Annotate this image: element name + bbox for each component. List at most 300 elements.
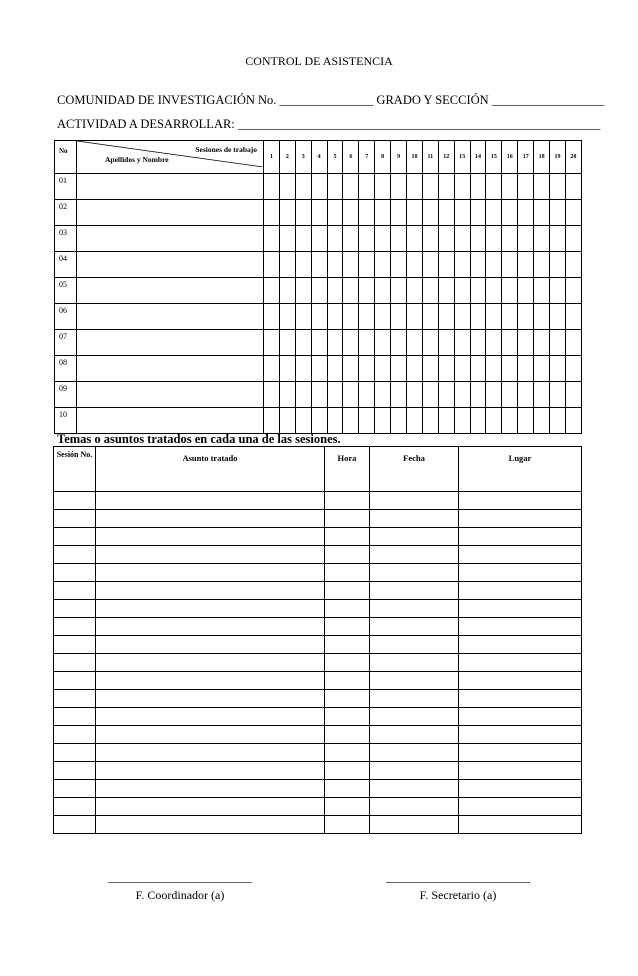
session-no-cell[interactable] [54, 564, 96, 582]
session-no-cell[interactable] [54, 528, 96, 546]
place-cell[interactable] [459, 582, 582, 600]
attendance-check-cell[interactable] [486, 252, 502, 278]
attendance-check-cell[interactable] [391, 356, 407, 382]
date-cell[interactable] [370, 798, 459, 816]
attendance-check-cell[interactable] [295, 252, 311, 278]
attendance-check-cell[interactable] [375, 278, 391, 304]
attendance-check-cell[interactable] [279, 330, 295, 356]
place-cell[interactable] [459, 654, 582, 672]
attendance-check-cell[interactable] [422, 304, 438, 330]
attendance-check-cell[interactable] [470, 356, 486, 382]
attendance-check-cell[interactable] [264, 408, 280, 434]
attendance-check-cell[interactable] [470, 226, 486, 252]
attendance-check-cell[interactable] [391, 252, 407, 278]
topic-cell[interactable] [96, 546, 325, 564]
date-cell[interactable] [370, 618, 459, 636]
place-cell[interactable] [459, 798, 582, 816]
attendance-check-cell[interactable] [565, 330, 581, 356]
attendance-check-cell[interactable] [295, 226, 311, 252]
time-cell[interactable] [325, 492, 370, 510]
attendance-check-cell[interactable] [454, 278, 470, 304]
attendance-check-cell[interactable] [311, 304, 327, 330]
attendance-check-cell[interactable] [470, 382, 486, 408]
attendance-check-cell[interactable] [343, 278, 359, 304]
topic-cell[interactable] [96, 582, 325, 600]
attendance-check-cell[interactable] [565, 304, 581, 330]
attendance-check-cell[interactable] [311, 174, 327, 200]
attendance-check-cell[interactable] [454, 304, 470, 330]
attendance-check-cell[interactable] [264, 278, 280, 304]
attendance-check-cell[interactable] [422, 382, 438, 408]
attendance-check-cell[interactable] [518, 330, 534, 356]
attendance-check-cell[interactable] [534, 200, 550, 226]
attendance-check-cell[interactable] [550, 174, 566, 200]
attendance-check-cell[interactable] [264, 200, 280, 226]
date-cell[interactable] [370, 672, 459, 690]
date-cell[interactable] [370, 744, 459, 762]
session-no-cell[interactable] [54, 672, 96, 690]
attendance-check-cell[interactable] [534, 356, 550, 382]
attendance-check-cell[interactable] [407, 174, 423, 200]
attendance-check-cell[interactable] [327, 174, 343, 200]
session-no-cell[interactable] [54, 762, 96, 780]
attendance-check-cell[interactable] [359, 304, 375, 330]
time-cell[interactable] [325, 690, 370, 708]
attendance-check-cell[interactable] [438, 174, 454, 200]
attendance-check-cell[interactable] [375, 408, 391, 434]
attendance-check-cell[interactable] [565, 382, 581, 408]
attendance-check-cell[interactable] [279, 200, 295, 226]
topic-cell[interactable] [96, 690, 325, 708]
place-cell[interactable] [459, 546, 582, 564]
name-cell[interactable] [77, 304, 264, 330]
session-no-cell[interactable] [54, 582, 96, 600]
date-cell[interactable] [370, 780, 459, 798]
time-cell[interactable] [325, 618, 370, 636]
date-cell[interactable] [370, 582, 459, 600]
attendance-check-cell[interactable] [279, 252, 295, 278]
attendance-check-cell[interactable] [311, 408, 327, 434]
place-cell[interactable] [459, 816, 582, 834]
session-no-cell[interactable] [54, 780, 96, 798]
name-cell[interactable] [77, 278, 264, 304]
time-cell[interactable] [325, 528, 370, 546]
attendance-check-cell[interactable] [295, 200, 311, 226]
place-cell[interactable] [459, 492, 582, 510]
date-cell[interactable] [370, 564, 459, 582]
name-cell[interactable] [77, 200, 264, 226]
attendance-check-cell[interactable] [327, 330, 343, 356]
attendance-check-cell[interactable] [438, 356, 454, 382]
attendance-check-cell[interactable] [438, 304, 454, 330]
attendance-check-cell[interactable] [565, 200, 581, 226]
time-cell[interactable] [325, 708, 370, 726]
attendance-check-cell[interactable] [359, 200, 375, 226]
attendance-check-cell[interactable] [454, 356, 470, 382]
attendance-check-cell[interactable] [470, 252, 486, 278]
attendance-check-cell[interactable] [343, 200, 359, 226]
attendance-check-cell[interactable] [486, 330, 502, 356]
attendance-check-cell[interactable] [311, 200, 327, 226]
place-cell[interactable] [459, 744, 582, 762]
place-cell[interactable] [459, 762, 582, 780]
place-cell[interactable] [459, 618, 582, 636]
attendance-check-cell[interactable] [534, 174, 550, 200]
attendance-check-cell[interactable] [486, 278, 502, 304]
name-cell[interactable] [77, 174, 264, 200]
attendance-check-cell[interactable] [264, 304, 280, 330]
attendance-check-cell[interactable] [565, 226, 581, 252]
attendance-check-cell[interactable] [375, 330, 391, 356]
attendance-check-cell[interactable] [375, 304, 391, 330]
attendance-check-cell[interactable] [565, 278, 581, 304]
attendance-check-cell[interactable] [264, 174, 280, 200]
attendance-check-cell[interactable] [422, 356, 438, 382]
attendance-check-cell[interactable] [407, 330, 423, 356]
topic-cell[interactable] [96, 780, 325, 798]
attendance-check-cell[interactable] [470, 174, 486, 200]
time-cell[interactable] [325, 762, 370, 780]
attendance-check-cell[interactable] [438, 278, 454, 304]
attendance-check-cell[interactable] [502, 200, 518, 226]
time-cell[interactable] [325, 582, 370, 600]
attendance-check-cell[interactable] [327, 356, 343, 382]
attendance-check-cell[interactable] [534, 278, 550, 304]
date-cell[interactable] [370, 762, 459, 780]
date-cell[interactable] [370, 726, 459, 744]
topic-cell[interactable] [96, 798, 325, 816]
attendance-check-cell[interactable] [486, 382, 502, 408]
attendance-check-cell[interactable] [486, 226, 502, 252]
attendance-check-cell[interactable] [279, 174, 295, 200]
topic-cell[interactable] [96, 618, 325, 636]
place-cell[interactable] [459, 600, 582, 618]
attendance-check-cell[interactable] [295, 382, 311, 408]
attendance-check-cell[interactable] [391, 382, 407, 408]
session-no-cell[interactable] [54, 690, 96, 708]
attendance-check-cell[interactable] [359, 356, 375, 382]
attendance-check-cell[interactable] [518, 408, 534, 434]
name-cell[interactable] [77, 252, 264, 278]
attendance-check-cell[interactable] [502, 382, 518, 408]
session-no-cell[interactable] [54, 726, 96, 744]
attendance-check-cell[interactable] [470, 304, 486, 330]
attendance-check-cell[interactable] [502, 252, 518, 278]
attendance-check-cell[interactable] [359, 252, 375, 278]
attendance-check-cell[interactable] [375, 356, 391, 382]
name-cell[interactable] [77, 382, 264, 408]
attendance-check-cell[interactable] [438, 330, 454, 356]
attendance-check-cell[interactable] [502, 330, 518, 356]
topic-cell[interactable] [96, 726, 325, 744]
attendance-check-cell[interactable] [534, 382, 550, 408]
topic-cell[interactable] [96, 636, 325, 654]
session-no-cell[interactable] [54, 546, 96, 564]
attendance-check-cell[interactable] [486, 200, 502, 226]
attendance-check-cell[interactable] [407, 382, 423, 408]
session-no-cell[interactable] [54, 510, 96, 528]
session-no-cell[interactable] [54, 708, 96, 726]
attendance-check-cell[interactable] [279, 356, 295, 382]
place-cell[interactable] [459, 726, 582, 744]
attendance-check-cell[interactable] [518, 200, 534, 226]
attendance-check-cell[interactable] [264, 382, 280, 408]
date-cell[interactable] [370, 816, 459, 834]
attendance-check-cell[interactable] [565, 174, 581, 200]
attendance-check-cell[interactable] [295, 330, 311, 356]
attendance-check-cell[interactable] [518, 382, 534, 408]
attendance-check-cell[interactable] [359, 408, 375, 434]
attendance-check-cell[interactable] [422, 200, 438, 226]
attendance-check-cell[interactable] [550, 252, 566, 278]
attendance-check-cell[interactable] [359, 174, 375, 200]
attendance-check-cell[interactable] [375, 382, 391, 408]
attendance-check-cell[interactable] [295, 174, 311, 200]
attendance-check-cell[interactable] [438, 252, 454, 278]
attendance-check-cell[interactable] [391, 278, 407, 304]
attendance-check-cell[interactable] [327, 278, 343, 304]
attendance-check-cell[interactable] [422, 252, 438, 278]
attendance-check-cell[interactable] [486, 408, 502, 434]
topic-cell[interactable] [96, 672, 325, 690]
attendance-check-cell[interactable] [550, 226, 566, 252]
time-cell[interactable] [325, 564, 370, 582]
time-cell[interactable] [325, 744, 370, 762]
attendance-check-cell[interactable] [534, 226, 550, 252]
attendance-check-cell[interactable] [343, 304, 359, 330]
attendance-check-cell[interactable] [279, 382, 295, 408]
topic-cell[interactable] [96, 744, 325, 762]
topic-cell[interactable] [96, 708, 325, 726]
attendance-check-cell[interactable] [343, 252, 359, 278]
attendance-check-cell[interactable] [279, 408, 295, 434]
date-cell[interactable] [370, 510, 459, 528]
attendance-check-cell[interactable] [295, 408, 311, 434]
attendance-check-cell[interactable] [518, 226, 534, 252]
attendance-check-cell[interactable] [295, 356, 311, 382]
session-no-cell[interactable] [54, 816, 96, 834]
topic-cell[interactable] [96, 492, 325, 510]
attendance-check-cell[interactable] [264, 226, 280, 252]
attendance-check-cell[interactable] [295, 278, 311, 304]
date-cell[interactable] [370, 708, 459, 726]
attendance-check-cell[interactable] [279, 304, 295, 330]
attendance-check-cell[interactable] [391, 304, 407, 330]
session-no-cell[interactable] [54, 492, 96, 510]
attendance-check-cell[interactable] [550, 330, 566, 356]
place-cell[interactable] [459, 672, 582, 690]
attendance-check-cell[interactable] [454, 408, 470, 434]
session-no-cell[interactable] [54, 798, 96, 816]
topic-cell[interactable] [96, 762, 325, 780]
attendance-check-cell[interactable] [327, 200, 343, 226]
attendance-check-cell[interactable] [407, 226, 423, 252]
attendance-check-cell[interactable] [454, 252, 470, 278]
attendance-check-cell[interactable] [550, 278, 566, 304]
time-cell[interactable] [325, 654, 370, 672]
attendance-check-cell[interactable] [470, 200, 486, 226]
attendance-check-cell[interactable] [470, 408, 486, 434]
time-cell[interactable] [325, 672, 370, 690]
time-cell[interactable] [325, 780, 370, 798]
attendance-check-cell[interactable] [550, 304, 566, 330]
attendance-check-cell[interactable] [550, 356, 566, 382]
attendance-check-cell[interactable] [343, 174, 359, 200]
attendance-check-cell[interactable] [470, 330, 486, 356]
topic-cell[interactable] [96, 654, 325, 672]
attendance-check-cell[interactable] [565, 408, 581, 434]
name-cell[interactable] [77, 226, 264, 252]
session-no-cell[interactable] [54, 654, 96, 672]
attendance-check-cell[interactable] [343, 330, 359, 356]
attendance-check-cell[interactable] [343, 408, 359, 434]
attendance-check-cell[interactable] [359, 226, 375, 252]
attendance-check-cell[interactable] [375, 200, 391, 226]
attendance-check-cell[interactable] [359, 330, 375, 356]
date-cell[interactable] [370, 600, 459, 618]
attendance-check-cell[interactable] [502, 304, 518, 330]
session-no-cell[interactable] [54, 618, 96, 636]
attendance-check-cell[interactable] [407, 408, 423, 434]
time-cell[interactable] [325, 600, 370, 618]
attendance-check-cell[interactable] [534, 330, 550, 356]
attendance-check-cell[interactable] [311, 278, 327, 304]
attendance-check-cell[interactable] [534, 304, 550, 330]
attendance-check-cell[interactable] [518, 252, 534, 278]
date-cell[interactable] [370, 636, 459, 654]
attendance-check-cell[interactable] [550, 382, 566, 408]
attendance-check-cell[interactable] [518, 356, 534, 382]
attendance-check-cell[interactable] [550, 200, 566, 226]
attendance-check-cell[interactable] [343, 382, 359, 408]
attendance-check-cell[interactable] [343, 226, 359, 252]
attendance-check-cell[interactable] [264, 330, 280, 356]
attendance-check-cell[interactable] [407, 200, 423, 226]
attendance-check-cell[interactable] [550, 408, 566, 434]
attendance-check-cell[interactable] [422, 174, 438, 200]
attendance-check-cell[interactable] [295, 304, 311, 330]
attendance-check-cell[interactable] [359, 278, 375, 304]
attendance-check-cell[interactable] [454, 226, 470, 252]
attendance-check-cell[interactable] [454, 330, 470, 356]
session-no-cell[interactable] [54, 600, 96, 618]
attendance-check-cell[interactable] [438, 226, 454, 252]
attendance-check-cell[interactable] [375, 226, 391, 252]
topic-cell[interactable] [96, 528, 325, 546]
attendance-check-cell[interactable] [327, 408, 343, 434]
attendance-check-cell[interactable] [407, 356, 423, 382]
date-cell[interactable] [370, 546, 459, 564]
attendance-check-cell[interactable] [375, 174, 391, 200]
place-cell[interactable] [459, 780, 582, 798]
attendance-check-cell[interactable] [375, 252, 391, 278]
attendance-check-cell[interactable] [407, 278, 423, 304]
attendance-check-cell[interactable] [454, 200, 470, 226]
attendance-check-cell[interactable] [518, 174, 534, 200]
attendance-check-cell[interactable] [391, 408, 407, 434]
attendance-check-cell[interactable] [438, 408, 454, 434]
attendance-check-cell[interactable] [279, 226, 295, 252]
attendance-check-cell[interactable] [311, 226, 327, 252]
attendance-check-cell[interactable] [311, 356, 327, 382]
attendance-check-cell[interactable] [343, 356, 359, 382]
attendance-check-cell[interactable] [327, 304, 343, 330]
attendance-check-cell[interactable] [502, 226, 518, 252]
attendance-check-cell[interactable] [391, 174, 407, 200]
place-cell[interactable] [459, 690, 582, 708]
place-cell[interactable] [459, 528, 582, 546]
attendance-check-cell[interactable] [264, 356, 280, 382]
time-cell[interactable] [325, 816, 370, 834]
topic-cell[interactable] [96, 510, 325, 528]
name-cell[interactable] [77, 408, 264, 434]
time-cell[interactable] [325, 798, 370, 816]
attendance-check-cell[interactable] [534, 252, 550, 278]
attendance-check-cell[interactable] [534, 408, 550, 434]
name-cell[interactable] [77, 330, 264, 356]
session-no-cell[interactable] [54, 636, 96, 654]
attendance-check-cell[interactable] [422, 408, 438, 434]
attendance-check-cell[interactable] [391, 226, 407, 252]
attendance-check-cell[interactable] [470, 278, 486, 304]
time-cell[interactable] [325, 546, 370, 564]
date-cell[interactable] [370, 654, 459, 672]
time-cell[interactable] [325, 636, 370, 654]
attendance-check-cell[interactable] [565, 356, 581, 382]
attendance-check-cell[interactable] [486, 304, 502, 330]
date-cell[interactable] [370, 492, 459, 510]
place-cell[interactable] [459, 636, 582, 654]
attendance-check-cell[interactable] [311, 252, 327, 278]
attendance-check-cell[interactable] [502, 174, 518, 200]
topic-cell[interactable] [96, 816, 325, 834]
date-cell[interactable] [370, 528, 459, 546]
attendance-check-cell[interactable] [518, 278, 534, 304]
attendance-check-cell[interactable] [264, 252, 280, 278]
attendance-check-cell[interactable] [486, 174, 502, 200]
attendance-check-cell[interactable] [486, 356, 502, 382]
name-cell[interactable] [77, 356, 264, 382]
attendance-check-cell[interactable] [422, 330, 438, 356]
attendance-check-cell[interactable] [502, 408, 518, 434]
attendance-check-cell[interactable] [438, 382, 454, 408]
attendance-check-cell[interactable] [422, 278, 438, 304]
attendance-check-cell[interactable] [407, 304, 423, 330]
attendance-check-cell[interactable] [327, 252, 343, 278]
attendance-check-cell[interactable] [454, 174, 470, 200]
attendance-check-cell[interactable] [311, 330, 327, 356]
attendance-check-cell[interactable] [565, 252, 581, 278]
time-cell[interactable] [325, 510, 370, 528]
attendance-check-cell[interactable] [422, 226, 438, 252]
attendance-check-cell[interactable] [327, 226, 343, 252]
session-no-cell[interactable] [54, 744, 96, 762]
topic-cell[interactable] [96, 564, 325, 582]
attendance-check-cell[interactable] [502, 356, 518, 382]
time-cell[interactable] [325, 726, 370, 744]
place-cell[interactable] [459, 708, 582, 726]
attendance-check-cell[interactable] [279, 278, 295, 304]
attendance-check-cell[interactable] [327, 382, 343, 408]
attendance-check-cell[interactable] [518, 304, 534, 330]
attendance-check-cell[interactable] [359, 382, 375, 408]
attendance-check-cell[interactable] [502, 278, 518, 304]
attendance-check-cell[interactable] [311, 382, 327, 408]
attendance-check-cell[interactable] [391, 200, 407, 226]
attendance-check-cell[interactable] [391, 330, 407, 356]
place-cell[interactable] [459, 510, 582, 528]
place-cell[interactable] [459, 564, 582, 582]
